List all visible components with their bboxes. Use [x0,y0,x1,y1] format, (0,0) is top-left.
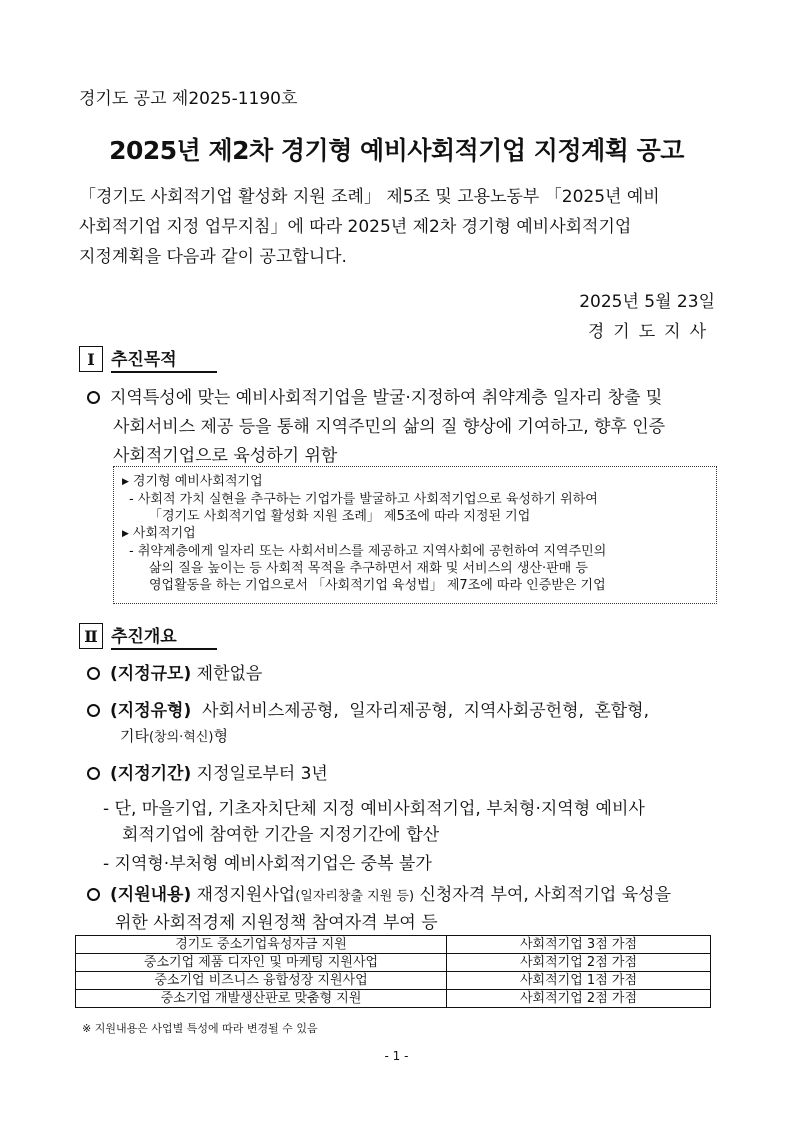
purpose-bullet: 지역특성에 맞는 예비사회적기업을 발굴·지정하여 취약계층 일자리 창출 및 [87,384,662,413]
circle-bullet-icon [87,888,100,901]
section-title: 추진개요 [111,622,217,650]
table-row [76,954,711,972]
support-note: ※ 지원내용은 사업별 특성에 따라 변경될 수 있음 [82,1022,318,1035]
document-title: 2025년 제2차 경기형 예비사회적기업 지정계획 공고 [109,136,684,165]
definition-text: 「경기도 사회적기업 활성화 지원 조례」 제5조에 따라 지정된 기업 [149,509,531,524]
intro-line: 사회적기업 지정 업무지침」에 따라 2025년 제2차 경기형 예비사회적기업 [79,217,632,237]
definition-text: - 사회적 가치 실현을 추구하는 기업가를 발굴하고 사회적기업으로 육성하기 위하여 [129,492,598,507]
type-bullet-cont: 기타(창의·혁신)형 [120,727,228,745]
definition-term: ▶ 사회적기업 [122,526,196,541]
table-cell: 사회적기업 2점 가점 [447,954,711,972]
table-row [76,972,711,990]
section-title: 추진목적 [111,345,217,373]
intro-line: 「경기도 사회적기업 활성화 지원 조례」 제5조 및 고용노동부 「2025년 예비 [79,187,660,207]
section-2-heading [79,622,217,650]
table-cell: 중소기업 개발생산판로 맞춤형 지원 [76,990,447,1008]
intro-line: 지정계획을 다음과 같이 공고합니다. [79,247,347,267]
period-note-cont: 회적기업에 참여한 기간을 지정기간에 합산 [122,825,440,845]
triangle-bullet-icon: ▶ [122,529,129,539]
issuer: 경기도지사 [587,322,715,342]
circle-bullet-icon [87,391,100,404]
section-number: Ⅰ [79,346,103,372]
definition-term: ▶ 경기형 예비사회적기업 [122,474,263,489]
purpose-bullet-cont: 사회서비스 제공 등을 통해 지역주민의 삶의 질 향상에 기여하고, 향후 인증 [113,417,666,437]
support-bullet-cont: 위한 사회적경제 지원정책 참여자격 부여 등 [115,913,438,933]
triangle-bullet-icon: ▶ [122,477,129,487]
period-bullet: (지정기간) 지정일로부터 3년 [87,760,328,789]
table-row [76,990,711,1008]
section-1-heading [79,345,217,373]
table-cell: 중소기업 비즈니스 융합성장 지원사업 [76,972,447,990]
period-note: - 단, 마을기업, 기초자치단체 지정 예비사회적기업, 부처형·지역형 예비사 [103,799,645,819]
purpose-bullet-cont: 사회적기업으로 육성하기 위함 [113,446,338,466]
notice-number: 경기도 공고 제2025-1190호 [79,89,298,109]
support-table [75,935,711,1008]
table-row [76,936,711,954]
table-cell: 사회적기업 3점 가점 [447,936,711,954]
section-number: Ⅱ [79,623,103,649]
period-note: - 지역형·부처형 예비사회적기업은 중복 불가 [103,854,432,874]
table-cell: 사회적기업 1점 가점 [447,972,711,990]
page-number: - 1 - [384,1049,409,1063]
circle-bullet-icon [87,667,100,680]
circle-bullet-icon [87,767,100,780]
announcement-date: 2025년 5월 23일 [579,292,715,312]
scale-bullet: (지정규모) 제한없음 [87,660,262,689]
table-cell: 경기도 중소기업육성자금 지원 [76,936,447,954]
definition-text: - 취약계층에게 일자리 또는 사회서비스를 제공하고 지역사회에 공헌하여 지역주민의 [129,544,607,559]
type-bullet: (지정유형) 사회서비스제공형, 일자리제공형, 지역사회공헌형, 혼합형, [87,697,649,726]
definition-text: 삶의 질을 높이는 등 사회적 목적을 추구하면서 재화 및 서비스의 생산·판매 등 [149,561,588,576]
definition-box [113,466,717,604]
table-cell: 중소기업 제품 디자인 및 마케팅 지원사업 [76,954,447,972]
table-cell: 사회적기업 2점 가점 [447,990,711,1008]
intro-paragraph [79,182,719,272]
circle-bullet-icon [87,704,100,717]
support-bullet: (지원내용) 재정지원사업(일자리창출 지원 등) 신청자격 부여, 사회적기업 육성을 [87,881,671,911]
definition-text: 영업활동을 하는 기업으로서 「사회적기업 육성법」 제7조에 따라 인증받은 기업 [149,578,606,593]
